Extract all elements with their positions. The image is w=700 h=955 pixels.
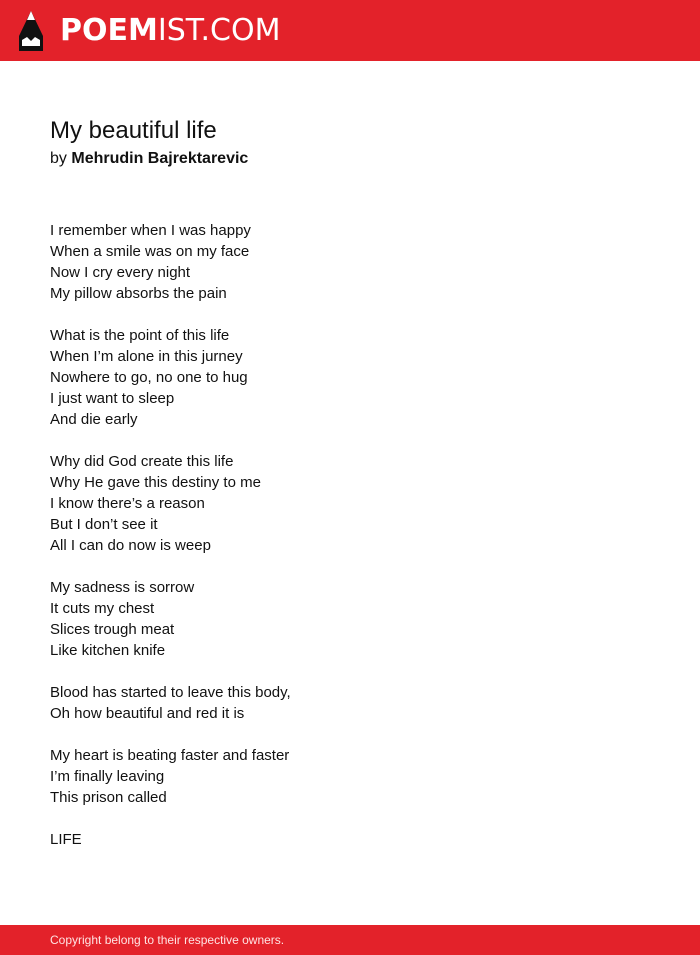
byline-prefix: by bbox=[50, 150, 67, 167]
poem-line: I remember when I was happy bbox=[50, 222, 251, 239]
poem-title: My beautiful life bbox=[50, 117, 217, 144]
poem-line: Why He gave this destiny to me bbox=[50, 474, 261, 491]
brand-light: IST.COM bbox=[157, 13, 281, 48]
poem-line: Blood has started to leave this body, bbox=[50, 684, 291, 701]
poem-line: Like kitchen knife bbox=[50, 642, 166, 659]
header-bar bbox=[0, 0, 700, 61]
author-name[interactable]: Mehrudin Bajrektarevic bbox=[71, 150, 249, 167]
stanza bbox=[50, 451, 650, 556]
poem-line: My pillow absorbs the pain bbox=[50, 285, 227, 302]
poem-line: Now I cry every night bbox=[50, 264, 191, 281]
poem-line: What is the point of this life bbox=[50, 327, 230, 344]
brand-bold: POEM bbox=[60, 13, 158, 48]
poem-line: But I don’t see it bbox=[50, 516, 158, 533]
brand-wordmark bbox=[60, 13, 281, 48]
footer-bar bbox=[0, 925, 700, 955]
stanza bbox=[50, 577, 650, 661]
poem-line: It cuts my chest bbox=[50, 600, 155, 617]
stanza bbox=[50, 325, 650, 430]
poem-line: I know there’s a reason bbox=[50, 495, 205, 512]
poem-line: Why did God create this life bbox=[50, 453, 234, 470]
poem-line: LIFE bbox=[50, 831, 82, 848]
poem-content bbox=[50, 114, 650, 871]
poem-line: When I’m alone in this jurney bbox=[50, 348, 243, 365]
poem-line: All I can do now is weep bbox=[50, 537, 211, 554]
poem-line: Oh how beautiful and red it is bbox=[50, 705, 245, 722]
poem-line: My sadness is sorrow bbox=[50, 579, 195, 596]
poem-line: Nowhere to go, no one to hug bbox=[50, 369, 248, 386]
poem-line: Slices trough meat bbox=[50, 621, 175, 638]
stanza bbox=[50, 220, 650, 304]
pencil-icon bbox=[18, 10, 44, 52]
site-logo[interactable] bbox=[18, 9, 280, 53]
poem-line: I’m finally leaving bbox=[50, 768, 165, 785]
stanza bbox=[50, 829, 650, 850]
copyright-text: Copyright belong to their respective owners. bbox=[50, 933, 285, 947]
poem-body bbox=[50, 220, 650, 850]
stanza bbox=[50, 745, 650, 808]
poem-line: When a smile was on my face bbox=[50, 243, 250, 260]
poem-line: This prison called bbox=[50, 789, 167, 806]
stanza bbox=[50, 682, 650, 724]
poem-line: I just want to sleep bbox=[50, 390, 175, 407]
poem-line: My heart is beating faster and faster bbox=[50, 747, 290, 764]
poem-line: And die early bbox=[50, 411, 138, 428]
byline bbox=[50, 148, 650, 170]
